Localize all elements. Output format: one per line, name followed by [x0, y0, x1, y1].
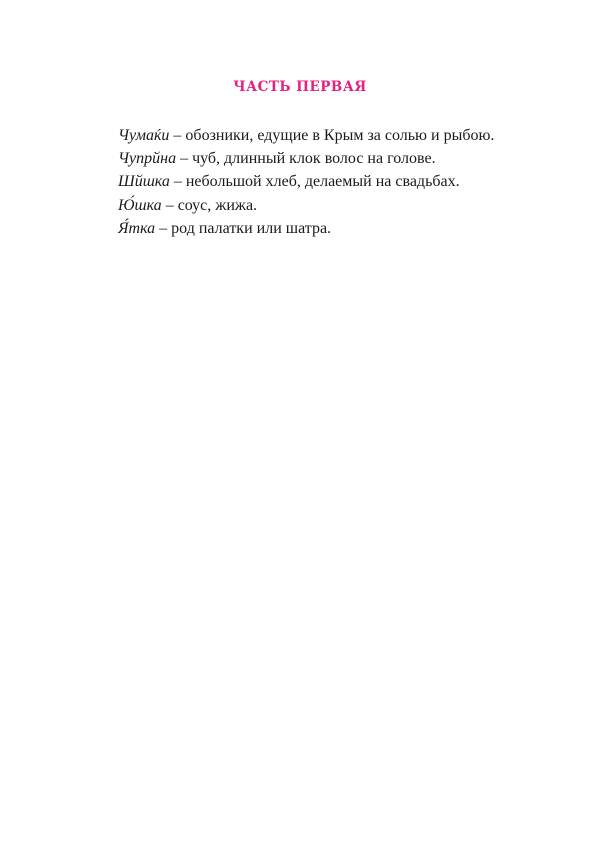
glossary-definition: – небольшой хлеб, делаемый на свадьбах. [169, 173, 460, 191]
glossary-entry [118, 124, 558, 147]
glossary-definition: – чуб, длинный клок волос на голове. [176, 150, 436, 168]
glossary-definition: – обозники, едущие в Крым за солью и рыбою. [169, 127, 495, 144]
glossary-list [118, 124, 558, 240]
section-heading: ЧАСТЬ ПЕРВАЯ [233, 79, 367, 95]
glossary-entry [118, 147, 558, 170]
glossary-term: Шйшка [118, 173, 170, 191]
glossary-term: Я́тка [118, 219, 156, 237]
glossary-entry [118, 170, 558, 193]
glossary-entry [118, 217, 558, 240]
glossary-entry [118, 194, 558, 217]
glossary-definition: – соус, жижа. [161, 196, 258, 214]
glossary-term: Чумаќи [118, 127, 170, 144]
glossary-term: Ю́шка [118, 196, 162, 214]
glossary-term: Чупрйна [118, 150, 177, 168]
glossary-definition: – род палатки или шатра. [155, 219, 332, 237]
